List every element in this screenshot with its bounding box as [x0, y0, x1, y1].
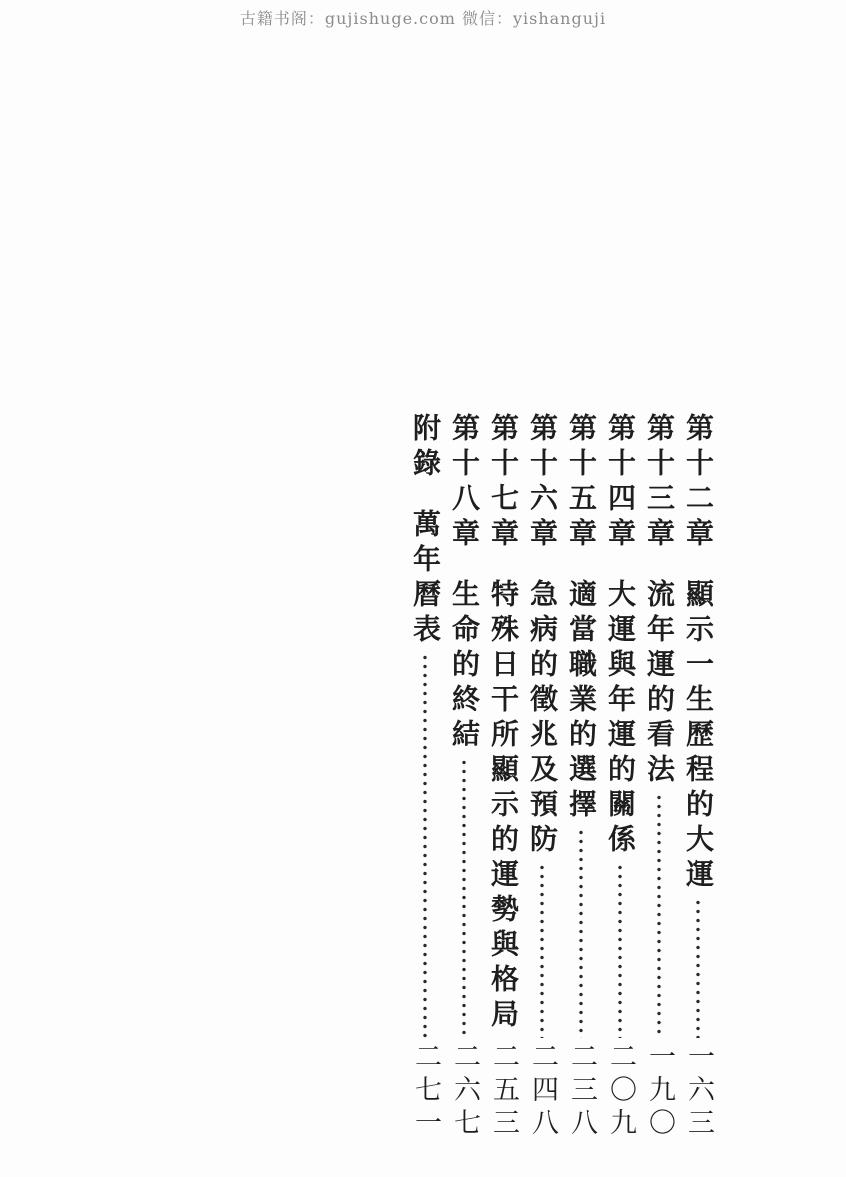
- watermark-text: 古籍书阁：gujishuge.com 微信：yishanguji: [239, 9, 607, 28]
- chapter-title: 生命的終結: [448, 579, 481, 754]
- chapter-label: 第十八章: [448, 413, 481, 553]
- chapter-label: 附錄: [409, 413, 442, 483]
- toc-entry: [564, 413, 598, 1141]
- page-number: 二七一: [410, 1042, 441, 1141]
- page-number: 二六七: [449, 1042, 480, 1141]
- chapter-label: 第十四章: [604, 413, 637, 553]
- chapter-title: 顯示一生歷程的大運: [682, 579, 715, 894]
- toc-entry: [408, 413, 442, 1141]
- toc-entry: [447, 413, 481, 1141]
- page-number: 一九〇: [644, 1042, 675, 1141]
- table-of-contents: [408, 413, 715, 1141]
- page-number: 二三八: [566, 1042, 597, 1141]
- page-number: 二五三: [488, 1042, 519, 1141]
- dot-leader: [693, 898, 703, 1038]
- chapter-title: 大運與年運的關係: [604, 579, 637, 859]
- chapter-title: 流年運的看法: [643, 579, 676, 789]
- chapter-label: 第十五章: [565, 413, 598, 553]
- toc-entry: [525, 413, 559, 1141]
- dot-leader: [459, 758, 469, 1038]
- page-number: 二〇九: [605, 1042, 636, 1141]
- toc-entry: [603, 413, 637, 1141]
- dot-leader: [654, 793, 664, 1038]
- dot-leader: [576, 828, 586, 1038]
- page-number: 一六三: [683, 1042, 714, 1141]
- chapter-label: 第十二章: [682, 413, 715, 553]
- toc-entry: [486, 413, 520, 1141]
- chapter-title: 特殊日干所顯示的運勢與格局: [487, 579, 520, 1034]
- toc-entry: [681, 413, 715, 1141]
- dot-leader: [537, 863, 547, 1038]
- chapter-title: 萬年曆表: [409, 509, 442, 649]
- chapter-label: 第十三章: [643, 413, 676, 553]
- watermark: [0, 6, 846, 29]
- chapter-label: 第十六章: [526, 413, 559, 553]
- page-number: 二四八: [527, 1042, 558, 1141]
- chapter-title: 適當職業的選擇: [565, 579, 598, 824]
- dot-leader: [615, 863, 625, 1038]
- toc-entry: [642, 413, 676, 1141]
- chapter-label: 第十七章: [487, 413, 520, 553]
- chapter-title: 急病的徵兆及預防: [526, 579, 559, 859]
- dot-leader: [420, 653, 430, 1038]
